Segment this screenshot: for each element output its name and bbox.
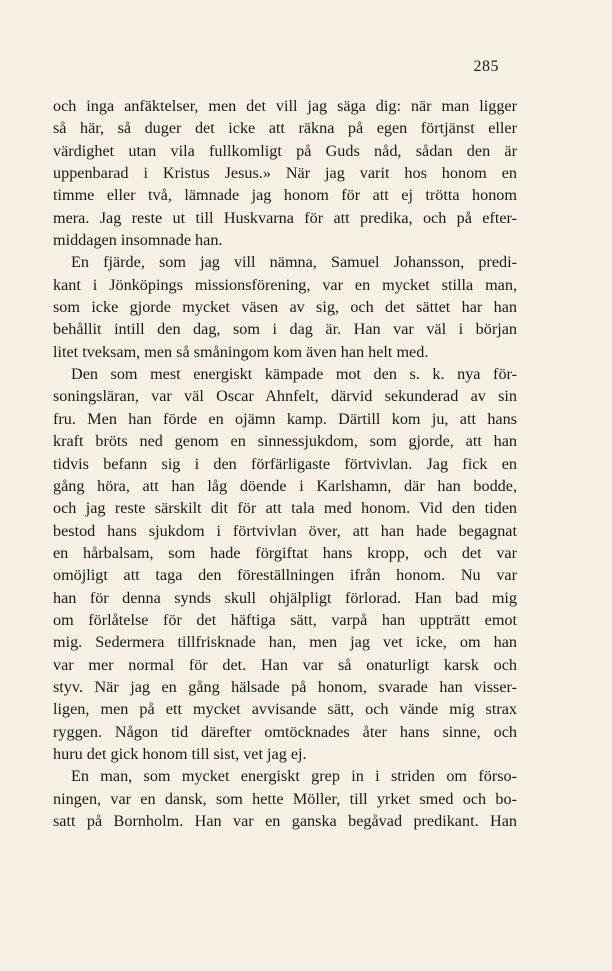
text-line: ryggen. Någon tid därefter omtöcknades åter hans sinne, och	[53, 722, 517, 741]
text-line: gång höra, att han låg döende i Karlshamn, där han bodde,	[53, 476, 517, 495]
text-line: och inga anfäktelser, men det vill jag säga dig: när man ligger	[53, 97, 517, 115]
text-line: tidvis befann sig i den förfärligaste förtvivlan. Jag fick en	[53, 454, 517, 473]
text-line: kant i Jönköpings missionsförening, var en mycket stilla man,	[53, 275, 517, 294]
text-line: ningen, var en dansk, som hette Möller, till yrket smed och bo-	[53, 789, 517, 808]
text-line: behållit intill den dag, som i dag är. Han var väl i början	[53, 320, 517, 339]
text-line: fru. Men han förde en ojämn kamp. Därtill kom ju, att hans	[53, 409, 517, 428]
text-line: huru det gick honom till sist, vet jag ej.	[53, 744, 307, 763]
text-line: satt på Bornholm. Han var en ganska begåvad predikant. Han	[53, 812, 517, 830]
text-line: mig. Sedermera tillfrisknade han, men jag vet icke, om han	[53, 633, 517, 652]
text-line: Den som mest energiskt kämpade mot den s. k. nya för-	[71, 365, 517, 384]
text-line: som icke gjorde mycket väsen av sig, och det sättet har han	[53, 298, 517, 317]
text-line: kraft bröts ned genom en sinnessjukdom, som gjorde, att han	[53, 432, 517, 451]
text-line: omöjligt att taga den föreställningen ifrån honom. Nu var	[53, 566, 517, 585]
text-line: en hårbalsam, som hade förgiftat hans kropp, och det var	[53, 543, 517, 562]
text-line: mera. Jag reste ut till Huskvarna för att predika, och på efter-	[53, 208, 517, 227]
text-line: litet tveksam, men så småningom kom även han helt med.	[53, 342, 429, 361]
text-line: En man, som mycket energiskt grep in i striden om förso-	[71, 767, 517, 786]
text-line: värdighet utan vila fullkomligt på Guds nåd, sådan den är	[53, 141, 517, 160]
text-line: timme eller två, lämnade jag honom för att ej trötta honom	[53, 186, 517, 205]
text-line: så här, så duger det icke att räkna på egen förtjänst eller	[53, 119, 517, 138]
text-line: En fjärde, som jag vill nämna, Samuel Johansson, predi-	[71, 253, 517, 272]
body-text	[53, 95, 517, 832]
text-line: uppenbarad i Kristus Jesus.» När jag varit hos honom en	[53, 164, 517, 183]
text-line: om förlåtelse för det häftiga sätt, varpå han uppträtt emot	[53, 610, 517, 629]
text-line: var mer normal för det. Han var så onaturligt karsk och	[53, 655, 517, 674]
text-line: middagen insomnade han.	[53, 231, 223, 250]
text-line: han för denna synds skull ohjälpligt förlorad. Han bad mig	[53, 588, 517, 607]
text-line: och jag reste särskilt dit för att tala med honom. Vid den tiden	[53, 499, 517, 518]
text-line: bestod hans sjukdom i förtvivlan över, att han hade begagnat	[53, 521, 517, 540]
text-line: styv. När jag en gång hälsade på honom, svarade han visser-	[53, 677, 517, 696]
text-line: soningsläran, var väl Oscar Ahnfelt, därvid sekunderad av sin	[53, 387, 517, 406]
page-number: 285	[473, 58, 499, 75]
text-line: ligen, men på ett mycket avvisande sätt, och vände mig strax	[53, 700, 517, 719]
